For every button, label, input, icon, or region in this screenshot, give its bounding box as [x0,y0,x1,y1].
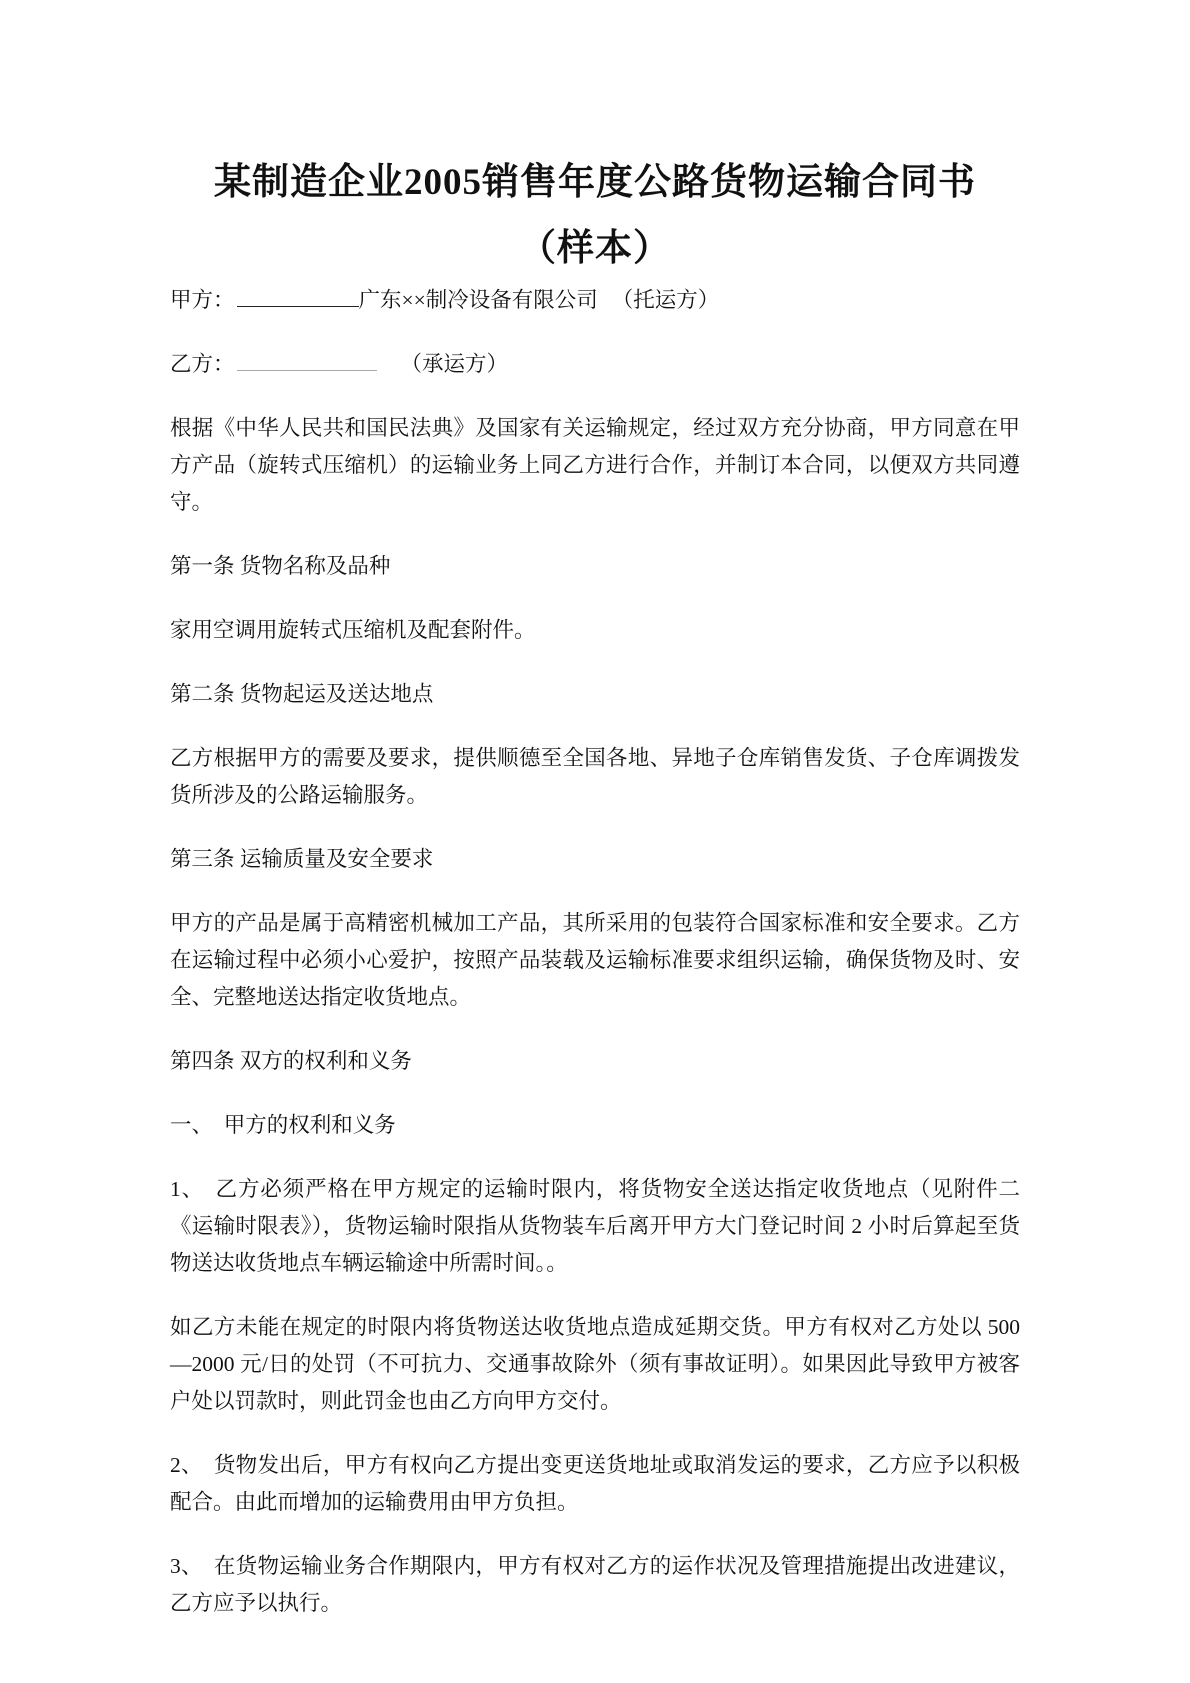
item-2-paragraph: 2、 货物发出后，甲方有权向乙方提出变更送货地址或取消发运的要求，乙方应予以积极配合。由此而增加的运输费用由甲方负担。 [170,1453,1020,1514]
clause-3-body: 甲方的产品是属于高精密机械加工产品，其所采用的包装符合国家标准和安全要求。乙方在运输过程中必须小心爱护，按照产品装载及运输标准要求组织运输，确保货物及时、安全、完整地送达指定收货地点。 [170,911,1020,1009]
intro-paragraph: 根据《中华人民共和国民法典》及国家有关运输规定，经过双方充分协商，甲方同意在甲方产品（旋转式压缩机）的运输业务上同乙方进行合作，并制订本合同，以便双方共同遵守。 [170,416,1020,514]
party-a-name: 广东××制冷设备有限公司 [358,288,598,312]
clause-2-heading: 第二条 货物起运及送达地点 [170,682,434,706]
clause-1-heading: 第一条 货物名称及品种 [170,554,391,578]
clause-4-heading: 第四条 双方的权利和义务 [170,1049,412,1073]
party-b-label: 乙方： [170,352,235,376]
party-b-line [170,346,1020,383]
penalty-paragraph: 如乙方未能在规定的时限内将货物送达收货地点造成延期交货。甲方有权对乙方处以 500—2000 元/日的处罚（不可抗力、交通事故除外（须有事故证明）。如果因此导致甲方被客户处以罚款时，则此罚金也由乙方向甲方交付。 [170,1315,1020,1413]
party-a-blank-underline [237,286,359,308]
party-b-role: （承运方） [400,352,509,376]
party-a-role: （托运方） [611,288,720,312]
party-a-label: 甲方： [170,288,235,312]
document-title-line-2: （样本） [519,228,671,269]
party-a-line [170,282,1020,319]
item-3-paragraph: 3、 在货物运输业务合作期限内，甲方有权对乙方的运作状况及管理措施提出改进建议，乙方应予以执行。 [170,1554,1020,1615]
document-title [170,150,1020,282]
clause-1-body: 家用空调用旋转式压缩机及配套附件。 [170,618,536,642]
item-1-paragraph: 1、 乙方必须严格在甲方规定的运输时限内，将货物安全送达指定收货地点（见附件二《运输时限表》），货物运输时限指从货物装车后离开甲方大门登记时间 2 小时后算起至货物送达收货地点车辆运输途中所需时间。。 [170,1177,1020,1275]
document-title-line-1: 某制造企业2005销售年度公路货物运输合同书 [214,162,976,203]
clause-3-heading: 第三条 运输质量及安全要求 [170,847,434,871]
party-b-blank-underline [237,350,377,372]
section-1-heading: 一、 甲方的权利和义务 [170,1113,396,1137]
clause-2-body: 乙方根据甲方的需要及要求，提供顺德至全国各地、异地子仓库销售发货、子仓库调拨发货所涉及的公路运输服务。 [170,746,1020,807]
